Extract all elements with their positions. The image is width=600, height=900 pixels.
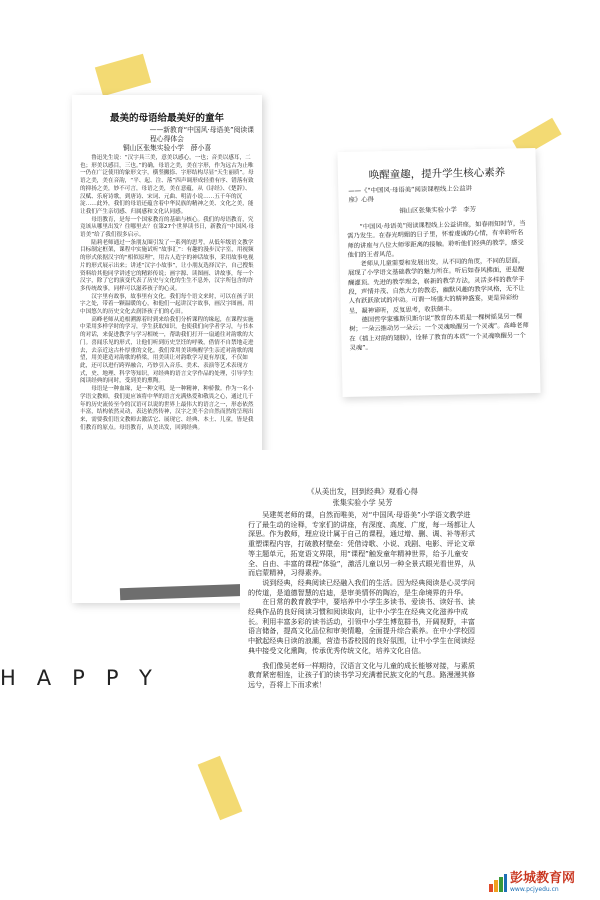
essay-1-paragraph: 陆莉老师通过一条朋友圈引发了一系列的思考，从低年级语文教学目标制定框架，课程中实施试听“故事汇”：有趣的漫步汉字室，用视频的形式依据汉字的“相似原理”，用古人造字的神话故事，采用故事电视片的形式展示出来；讲述“汉字小故事”，让小朋友选择汉字，自己搜集资料给其他同学讲述它的精彩传说；画字源、读图画、讲故事，每一个汉字，除了它的演变代表了历史与文化的生生不息外，汉字所包含的许多传统故事，同样可以滋养孩子的心灵。 xyxy=(80,239,254,292)
essay-card-3 xyxy=(240,450,485,778)
essay-card-2 xyxy=(337,148,540,397)
essay-1-paragraph: 鲁迅先生说：“汉字具三美，意美以感心，一也；音美以感耳，二也；形美以感目，三也。”的确，母语之美，美在字形，作为远古为止唯一仍在广泛使用的象形文字，横竖撇捺、字形结构尽显“天生丽质”。母语之美，美在音韵，“平、起、注、落”四声调形成轻重有序、错落有致的抑扬之美，妙不可言，母语之美，美在意蕴，从《诗经》、《楚辞》、汉赋、乐府诗歌，到唐诗、宋词、元曲、明清小说……五千年的沉淀……此外，我们的母语还蕴含着中华民族的精神之美、文化之美，能让我们产生亲切感、归属感和文化认同感。 xyxy=(80,155,254,215)
logo-title: 彭城教育网 xyxy=(510,871,576,886)
logo-url: www.pcjyedu.cn xyxy=(510,886,559,893)
essay-3-body xyxy=(240,508,485,690)
essay-1-paragraph: 母语是一种血缘，是一种文明，是一种精神，种骄傲。作为一名小学语文教师，我们更应该将中华的语言充满热爱和敬畏之心，通过几千年的历史流传至今的汉语可以说的世界上最伟大的语言之一，形态依然丰富，结构依然灵动，表达依然传神，汉字之美不会自然而然的呈现出来，需要我们语文教师去激活它、展现它、经典、本土、儿童，皆是我们教育的原点。母语教育，从美出发，回到经典。 xyxy=(80,386,254,431)
essay-2-paragraph: 老师从儿童需要和发展出发，从不同的角度，不同的层面，展现了小学语文基础教学的魅力所在。听后如春风拂面，更是醍醐灌顶。先进的教学理念，崭新的教学方法，灵活多样的教学手段，声情并茂、自然大方的教态，幽默风趣的教学风格，无不让人有跃跃欲试的冲动。可谓一场盛大的精神盛宴，更是异彩纷呈，凝神谛听，反复思考，收获颇丰。 xyxy=(347,257,525,315)
logo-text xyxy=(510,872,575,893)
tape-top xyxy=(95,54,151,97)
tape-bottom xyxy=(198,756,243,821)
essay-1-paragraph: 母语教育，是每一个国家教育的基础与核心。我们的母语教育，究竟该从哪里出发？往哪里去？在第27个世界读书日，新教育“中国风·母语美”给了我们很多启示。 xyxy=(80,216,255,239)
essay-2-paragraph: “中国风·母语美”阅读课程线上公益讲座，如春雨知时节，当需乃发生。在春光明媚的日子里，怀着虔诚的心情，有幸聆听名师的讲座与八位大师零距离的接触。聆听他们经典的教学，感受他们的王者风范。 xyxy=(347,220,526,259)
essay-3-paragraph: 我们像吴老师一样期待，汉语言文化与儿童的成长能够对接，与素质教育紧密相连，让孩子们的读书学习充满着民族文化的气息。路漫漫其修远兮，吾将上下而求索！ xyxy=(248,660,475,689)
essay-card-1 xyxy=(72,95,262,603)
bar-chart-logo-icon xyxy=(488,874,508,892)
essay-1-author: 铜山区张集实验小学 薛小喜 xyxy=(122,144,212,152)
happy-decor-text: HAPPY xyxy=(0,666,173,690)
essay-3-paragraph: 在日常的教育教学中，要培养中小学生多读书、爱读书、读好书、读经典作品的良好阅读习惯和阅读取向，让中小学生在经典文化滋养中成长。利用丰富多彩的读书活动，引领中小学生博览群书，开阔视野，丰富语言储备，提高文化品位和审美情趣，全面提升综合素养。在中小学校园中掀起经典日读的浪潮，营造书香校园的良好氛围，让中小学生在阅读经典中接受文化熏陶，传承优秀传统文化，培养文化自信。 xyxy=(248,597,475,655)
essay-3-author: 张集实验小学 吴芳 xyxy=(332,498,393,507)
essay-1-subtitle-line-1: ——新教育“中国风·母语美”阅读课 xyxy=(149,126,254,134)
essay-1-body xyxy=(72,153,262,432)
essay-3-paragraph: 吴建英老师的课，自然而唯美，对“中国风·母语美”小学语文教学进行了最生动的诠释，专家们的讲座，有深度、高度、广度，每一场都让人深思。作为教师，理应设计属于自己的课程，通过增、删、调、补等形式重塑课程内容，打破教材壁垒：凭借诗歌、小说、戏剧、电影、评论文章等主题单元，拓宽语文界限，用“课程”触发童年精神世界，给予儿童安全、自由、丰富的课程“体验”，激活儿童以另一种全景式眼光看世界，从而启蒙精神，习得素养。 xyxy=(248,510,476,578)
essay-1-subtitle-line-2: 程心得体会 xyxy=(150,135,184,143)
essay-2-author: 铜山区张集实验小学 李芳 xyxy=(399,205,477,215)
essay-1-paragraph: 汉字里有故事，故事里有文化。我们每个语文来时，可以在孩子识字之处，带着一颗温暖的心，和他们一起讲汉字故事，画汉字图画，用中国悠久的历史文化去润泽孩子们的心田。 xyxy=(80,293,254,316)
site-logo[interactable] xyxy=(488,872,575,893)
essay-2-body xyxy=(339,213,540,353)
essay-3-title: 《从美出发，回到经典》观看心得 xyxy=(307,487,418,496)
essay-2-title: 唤醒童趣，提升学生核心素养 xyxy=(368,166,506,182)
essay-2-subtitle-line-1: ——《“中国风·母语美”阅读课程线上公益讲 xyxy=(348,184,473,195)
essay-1-paragraph: 高峰老师从追根溯源着时到来给我们分析课程的缘起，在课程实施中采用多样学时的学习，学生获取知识，也使我们向学者学习，与书本的对话，来促进教学与学习相统一，帮助我们打开一扇通往对韵歌的大门。喜闻乐见的形式，让他们听到历史烹饪的呼吸，借情不自禁地走进去，去亲近这古朴厚重的文化。我们常用美读唤醒学生亲近对韵歌的渴望，用美建造对韵歌的桥梁，用美读让对韵歌学习更有厚度，不仅如此，还可以进行跨界融合，巧妙引入音乐、美术、表演等艺术表现方式，史、地理、科学等知识，对经典的语言文学作品的处理，引导学生阅读经典的同时，受到美的熏陶。 xyxy=(80,316,254,385)
essay-2-subtitle-line-2: 座》心得 xyxy=(348,195,375,204)
essay-3-paragraph: 说到经典，经典阅读已经融入我们的生活。因为经典阅读是心灵学问的传道，是道德智慧的启迪，是审美情怀的陶冶，是生命境界的升华。 xyxy=(248,577,475,597)
essay-2-paragraph: 德国哲学家雅斯贝斯尔说“教育的本质是一棵树摇晃另一棵树；一朵云推动另一朵云；一个灵魂唤醒另一个灵魂”。高峰老师在《插上对韵的翅膀》，诠释了教育的本质”一个灵魂唤醒另一个灵魂”。 xyxy=(349,313,529,352)
essay-1-title: 最美的母语给最美好的童年 xyxy=(109,113,224,124)
